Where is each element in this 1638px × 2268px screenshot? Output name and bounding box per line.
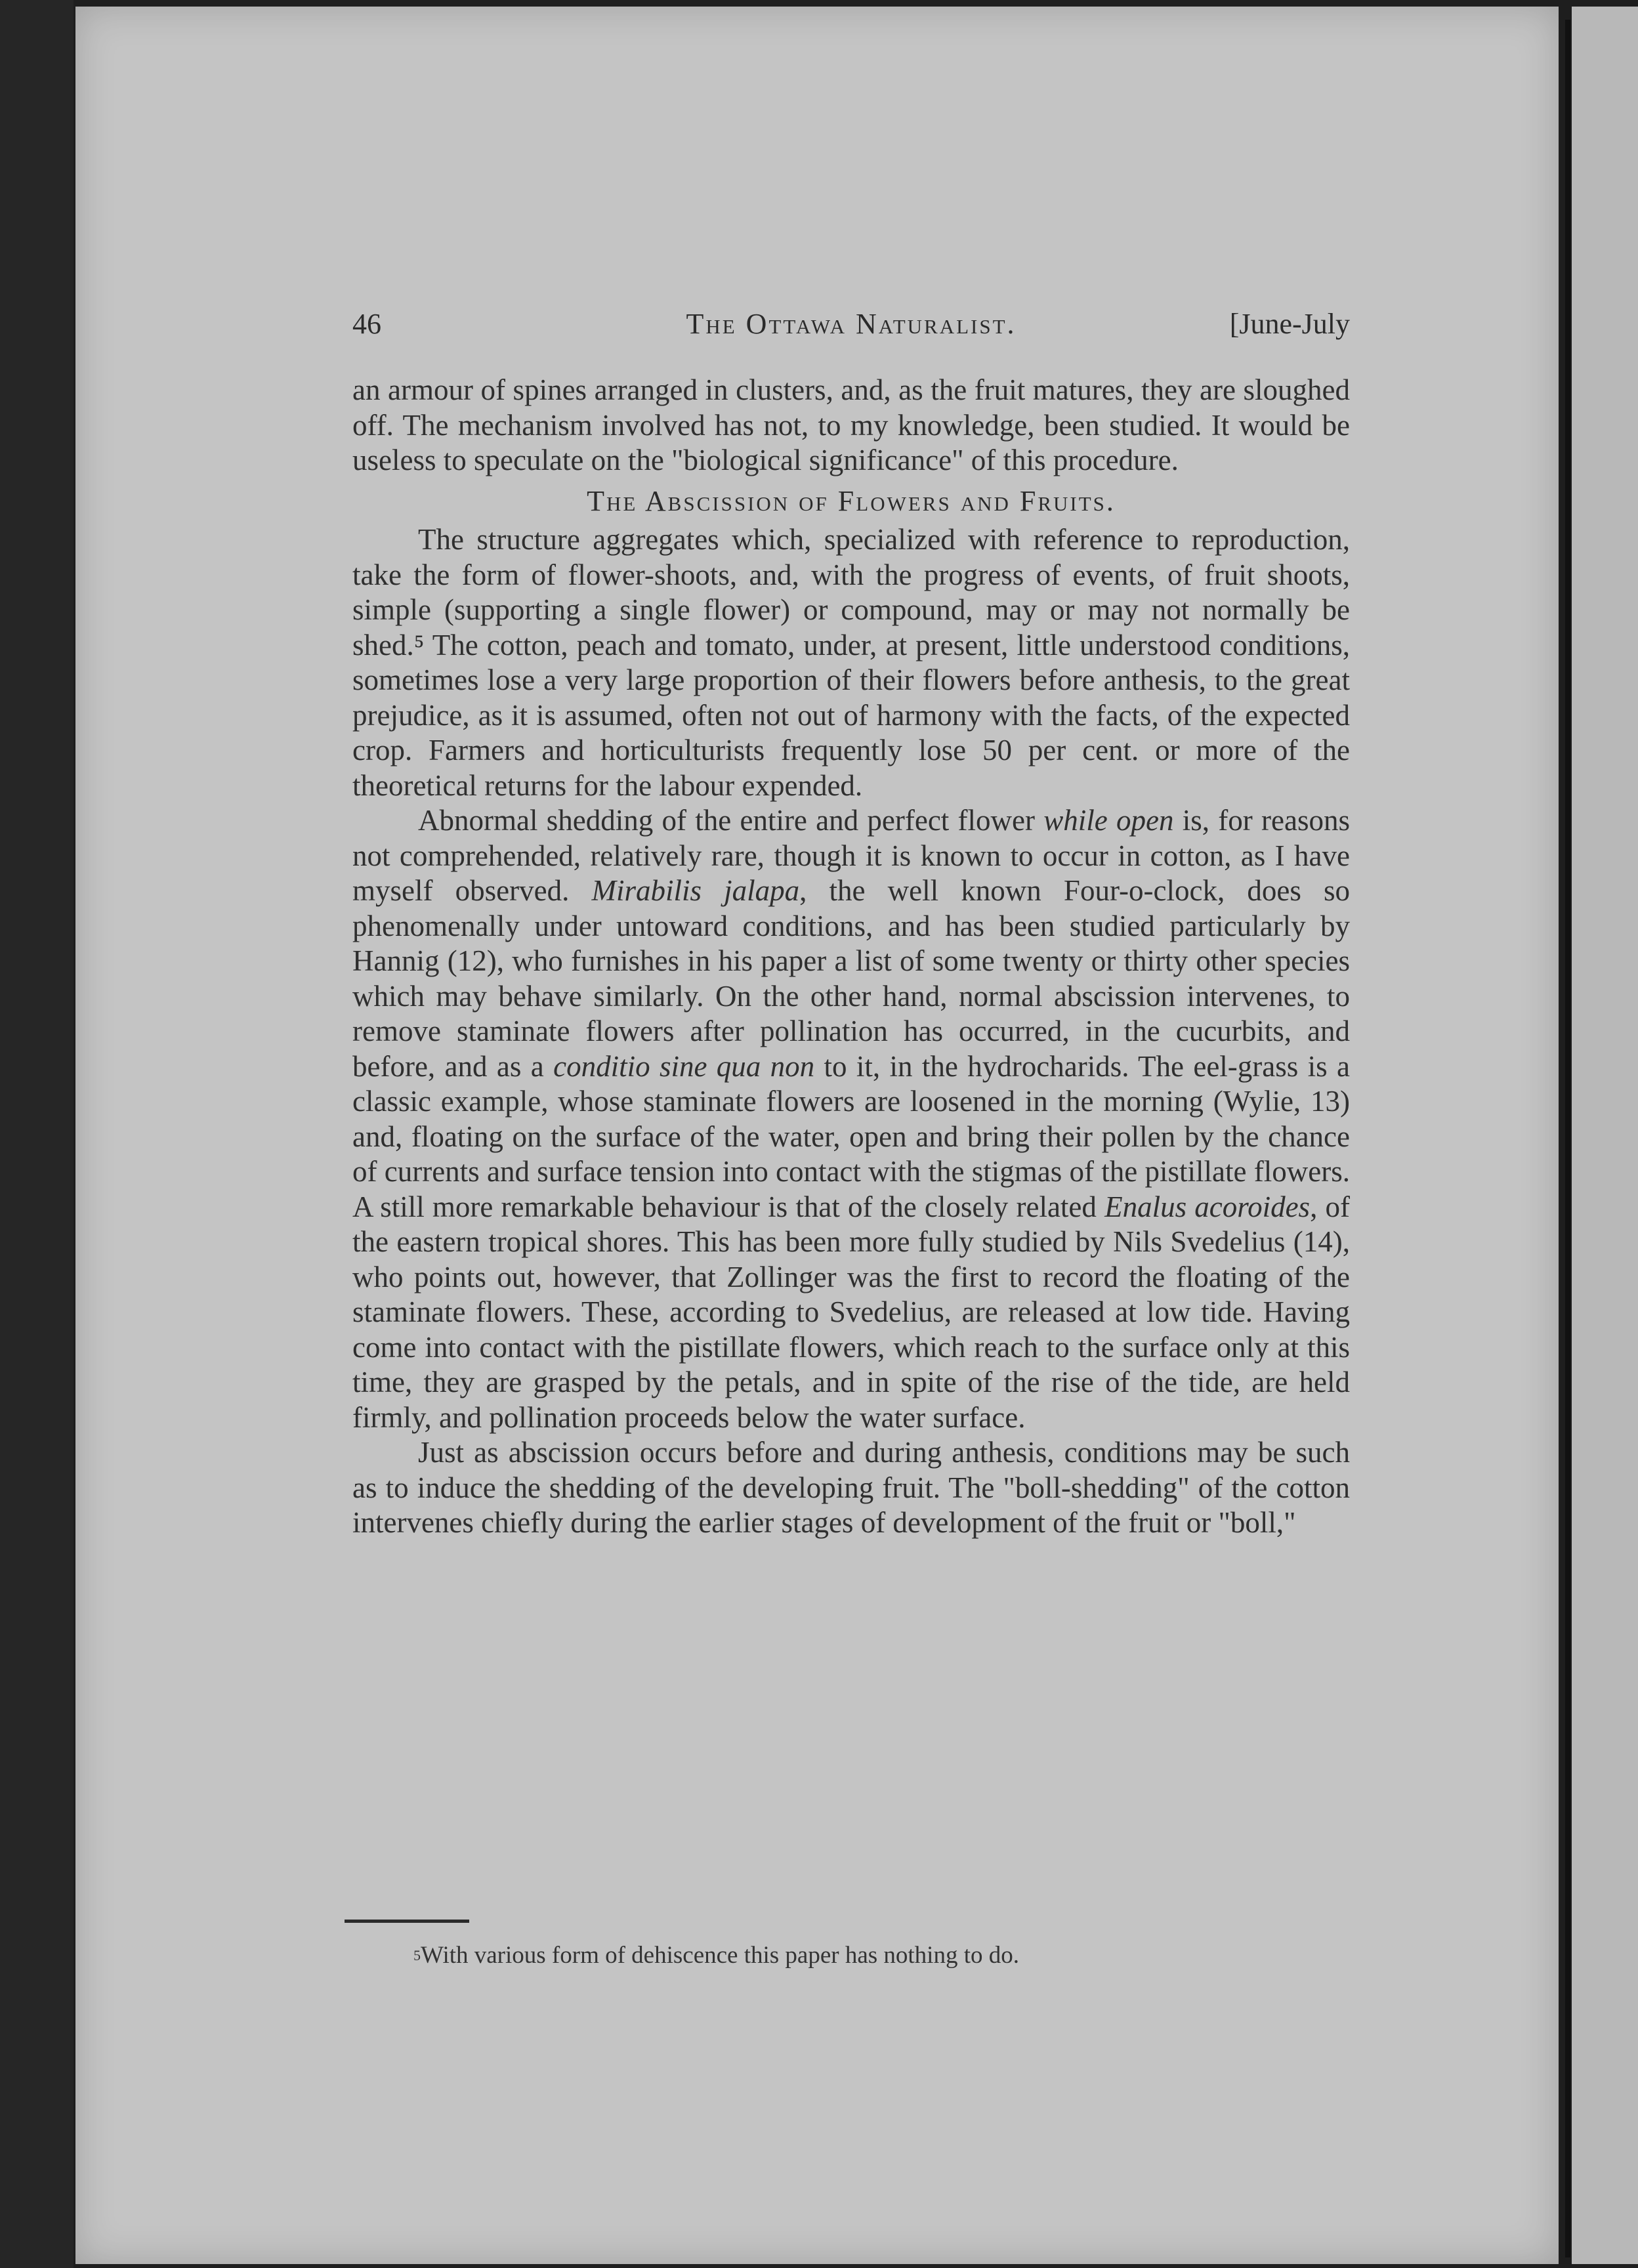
body-text <box>352 373 1350 1541</box>
scanner-left-margin <box>0 0 74 2268</box>
italic-phrase: while open <box>1043 804 1174 837</box>
footnote-marker: 5 <box>413 1947 421 1964</box>
text-run: is, for reasons not comprehended, relatively rare, though it is known to occur in cotton, as I have myself observed. <box>352 804 1351 907</box>
section-heading: The Abscission of Flowers and Fruits. <box>587 484 1116 517</box>
text-run: , of the eastern tropical shores. This has been more fully studied by Nils Svedelius (14), who points out, however, that Zollinger was the first to record the floating of the staminate flowers. These, according to Svedelius, are released at low tide. Having come into contact with the pistillate flowers, which reach to the surface only at this time, they are grasped by the petals, and in spite of the rise of the tide, are held firmly, and pollination proceeds below the water surface. <box>352 1190 1350 1434</box>
paragraph <box>352 803 1350 1435</box>
running-header <box>352 307 1350 353</box>
text-run: to it, in the hydrocharids. The eel-grass is a classic example, whose staminate flowers are loosened in the morning (Wylie, 13) and, floating on the surface of the water, open and bring their pollen by the chance of currents and surface tension into contact with the stigmas of the pistillate flowers. A still more remarkable behaviour is that of the closely related <box>352 1049 1350 1223</box>
page-number: 46 <box>352 308 381 340</box>
text-run: Abnormal shedding of the entire and perfect flower <box>418 804 1044 837</box>
facing-page-edge <box>1572 7 1638 2264</box>
footnote-rule <box>345 1920 469 1923</box>
paragraph: The structure aggregates which, specialized with reference to reproduction, take the form of flower-shoots, and, with the progress of events, of fruit shoots, simple (supporting a single flower) or compound, may or may not normally be shed.⁵ The cotton, peach and tomato, under, at present, little understood conditions, sometimes lose a very large proportion of their flowers before anthesis, to the great prejudice, as it is assumed, often not out of harmony with the facts, of the expected crop. Farmers and horticulturists frequently lose 50 per cent. or more of the theoretical returns for the labour expended. <box>352 523 1350 802</box>
page-gutter-edge <box>1565 20 1570 2258</box>
species-name: Mirabilis jalapa <box>591 874 800 907</box>
paragraph: Just as abscission occurs before and during anthesis, conditions may be such as to induce the shedding of the developing fruit. The "boll-shedding" of the cotton intervenes chiefly during the earlier stages of development of the fruit or "boll," <box>352 1436 1350 1539</box>
footnote-text: With various form of dehiscence this paper has nothing to do. <box>421 1942 1019 1969</box>
latin-phrase: conditio sine qua non <box>553 1049 815 1083</box>
text-run: , the well known Four-o-clock, does so phenomenally under untoward conditions, and has been studied particularly by Hannig (12), who furnishes in his paper a list of some twenty or thirty other species which may behave similarly. On the other hand, normal abscission intervenes, to remove staminate flowers after pollination has occurred, in the cucurbits, and before, and as a <box>352 874 1350 1083</box>
journal-title: The Ottawa Naturalist. <box>686 308 1017 340</box>
species-name: Enalus acoroides <box>1104 1190 1311 1223</box>
footnote <box>413 1941 1365 1970</box>
paragraph-continuation: an armour of spines arranged in clusters, and, as the fruit matures, they are sloughed off. The mechanism involved has not, to my knowledge, been studied. It would be useless to speculate on the "biological significance" of this procedure. <box>352 373 1350 476</box>
issue-date: [June-July <box>1229 308 1350 340</box>
